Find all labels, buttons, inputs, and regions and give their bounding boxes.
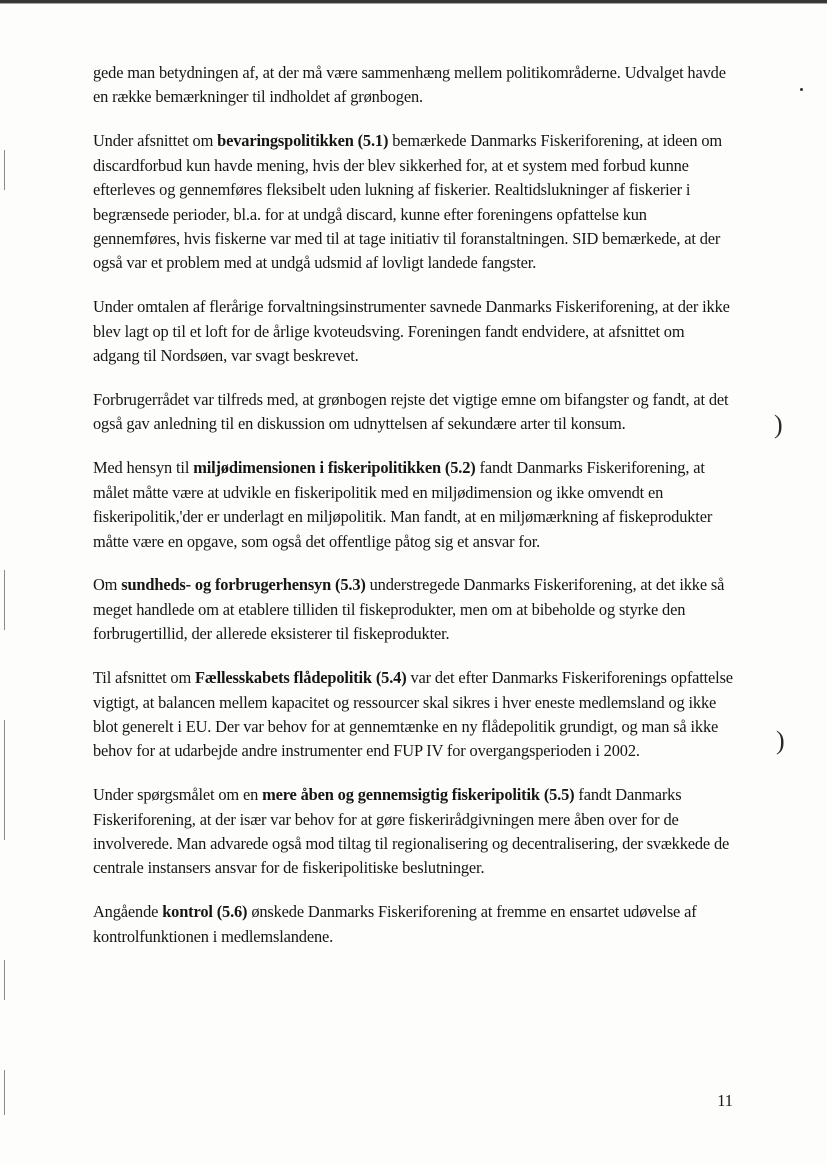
paragraph-text: bemærkede Danmarks Fiskeriforening, at ideen om discardforbud kun havde mening, hvis der blev sikkerhed for, at et system med forbud kunne efterleves og gennemføres fleksibelt uden lukning af fiskerier. Realtidslukninger af fiskerier i begrænsede perioder, bl.a. for at undgå discard, kunne efter foreningens opfattelse kun gennemføres, hvis fiskerne var med til at tage initiativ til foranstaltningen. SID bemærkede, at der også var et problem med at undgå udsmid af lovligt landede fangster.: [93, 131, 722, 273]
paragraph-text: understregede Danmarks Fiskeriforening, at det ikke så meget handlede om at etablere tilliden til fiskeprodukter, men om at bibeholde og styrke den forbrugertillid, der allerede eksisterer til fiskeprodukter.: [93, 575, 725, 644]
paragraph-text: Under afsnittet om: [93, 131, 218, 151]
bold-heading-term: bevaringspolitikken (5.1): [217, 131, 389, 151]
paragraph-text: fandt Danmarks Fiskeriforening, at målet måtte være at udvikle en fiskeripolitik med en miljødimension og ikke omvendt en fiskeripolitik,'der er underlagt en miljøpolitik. Man fandt, at en miljømærkning af fiskeprodukter måtte være en opgave, som også det offentlige påtog sig et ansvar for.: [93, 458, 713, 551]
bold-heading-term: sundheds- og forbrugerhensyn (5.3): [121, 575, 366, 595]
paragraph-text: Forbrugerrådet var tilfreds med, at grønbogen rejste det vigtige emne om bifangster og fandt, at det også gav anledning til en diskussion om udnyttelsen af sekundære arter til konsum.: [93, 389, 729, 434]
paragraph-text: Under spørgsmålet om en: [93, 785, 263, 805]
paragraph-text: gede man betydningen af, at der må være sammenhæng mellem politikområderne. Udvalget havde en række bemærkninger til indholdet af grønbogen.: [93, 63, 726, 107]
binding-hole-mark: ): [776, 726, 785, 755]
scan-margin-line: [4, 720, 5, 840]
paragraph-text: Til afsnittet om: [93, 668, 196, 688]
paragraph-flaadepolitik: [93, 666, 733, 764]
scan-margin-line: [4, 960, 5, 1000]
page-number: 11: [717, 1091, 733, 1110]
paragraph-text: Med hensyn til: [93, 458, 194, 478]
bold-heading-term: kontrol (5.6): [162, 902, 248, 922]
top-scan-edge: [0, 0, 827, 4]
paragraph-sundhedshensyn: [93, 573, 733, 646]
document-body: [93, 61, 733, 969]
paragraph-gennemsigtig: [93, 783, 733, 881]
paragraph-text: Angående: [93, 902, 163, 922]
paragraph-text: Under omtalen af flerårige forvaltningsinstrumenter savnede Danmarks Fiskeriforening, at der ikke blev lagt op til et loft for de årlige kvoteudsving. Foreningen fandt endvidere, at afsnittet om adgang til Nordsøen, var svagt beskrevet.: [93, 297, 730, 366]
binding-hole-mark: ): [774, 410, 783, 439]
paragraph-text: var det efter Danmarks Fiskeriforenings opfattelse vigtigt, at balancen mellem kapacitet og ressourcer skal sikres i hver eneste medlemsland og ikke blot generelt i EU. Der var behov for at gennemtænke en ny flådepolitik grundigt, og man så ikke behov for at udarbejde andre instrumenter end FUP IV for overgangsperioden i 2002.: [93, 668, 733, 761]
bold-heading-term: mere åben og gennemsigtig fiskeripolitik (5.5): [262, 785, 575, 805]
scan-speck: [800, 88, 803, 91]
paragraph-text: ønskede Danmarks Fiskeriforening at fremme en ensartet udøvelse af kontrolfunktionen i medlemslandene.: [93, 902, 697, 946]
paragraph-text: fandt Danmarks Fiskeriforening, at der især var behov for at gøre fiskerirådgivningen mere åben over for de involverede. Man advarede også mod tiltag til regionalisering og decentralisering, der svækkede de centrale instansers ansvar for de fiskeripolitiske beslutninger.: [93, 785, 730, 878]
paragraph-intro: [93, 61, 733, 110]
paragraph-miljoedimensionen: [93, 456, 733, 554]
bold-heading-term: Fællesskabets flådepolitik (5.4): [195, 668, 407, 688]
paragraph-bevaringspolitikken: [93, 129, 733, 275]
scan-margin-line: [4, 570, 5, 630]
bold-heading-term: miljødimensionen i fiskeripolitikken (5.2): [193, 458, 476, 478]
paragraph-forbrugerraadet: [93, 388, 733, 437]
paragraph-forvaltningsinstrumenter: [93, 295, 733, 368]
scan-margin-line: [4, 1070, 5, 1115]
paragraph-text: Om: [93, 575, 122, 595]
paragraph-kontrol: [93, 900, 733, 949]
scan-margin-line: [4, 150, 5, 190]
